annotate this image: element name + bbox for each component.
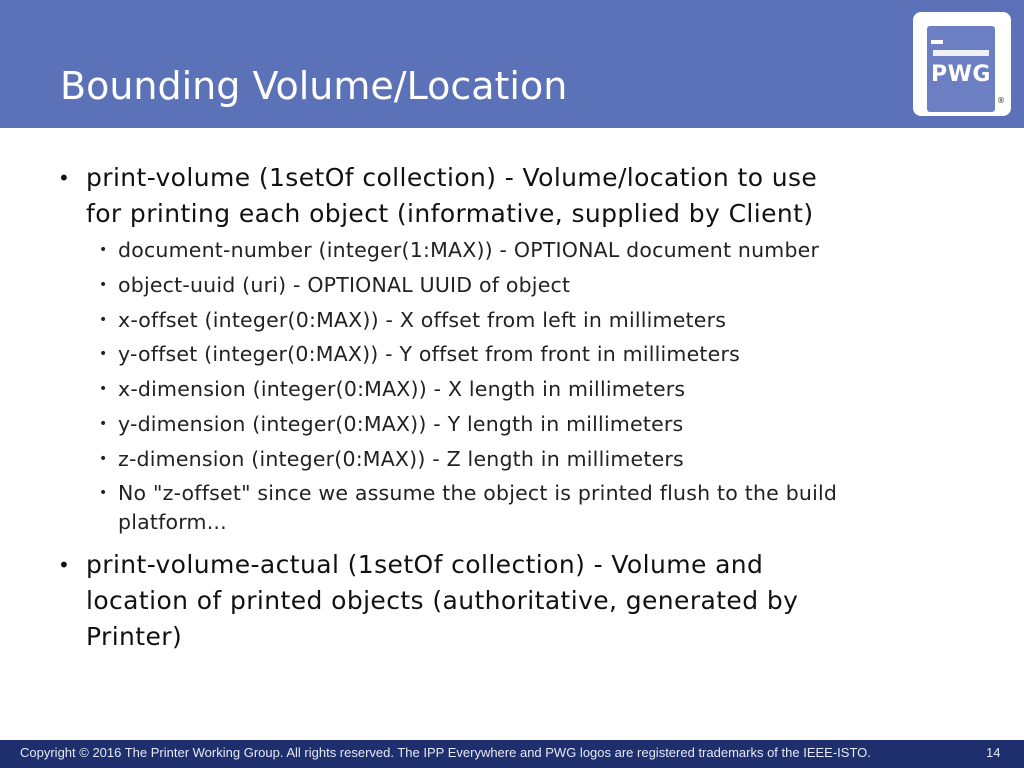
page-number: 14 <box>986 745 1001 760</box>
slide-title: Bounding Volume/Location <box>60 64 568 108</box>
sub-bullet-icon: • <box>99 485 108 501</box>
pwg-logo-slot-icon <box>931 40 943 44</box>
pwg-logo-paper-tray-icon <box>933 50 989 56</box>
sub-bullet-icon: • <box>99 346 108 362</box>
pwg-logo <box>913 12 1011 116</box>
pwg-logo-text: PWG <box>931 62 991 87</box>
registered-mark: ® <box>997 96 1005 105</box>
sub-bullet-no-z-offset: No "z-offset" since we assume the object is printed flush to the build <box>118 481 838 505</box>
sub-bullet-z-dimension: z-dimension (integer(0:MAX)) - Z length in millimeters <box>118 447 684 471</box>
sub-bullet-x-offset: x-offset (integer(0:MAX)) - X offset from left in millimeters <box>118 308 727 332</box>
sub-bullet-icon: • <box>99 242 108 258</box>
bullet-2-line-3: Printer) <box>86 622 183 651</box>
bullet-1-line-1: print-volume (1setOf collection) - Volume/location to use <box>86 163 818 192</box>
sub-bullet-y-dimension: y-dimension (integer(0:MAX)) - Y length in millimeters <box>118 412 684 436</box>
sub-bullet-icon: • <box>99 381 108 397</box>
pwg-logo-printer-icon <box>927 26 995 112</box>
sub-bullet-no-z-offset-cont: platform... <box>118 510 227 534</box>
sub-bullet-document-number: document-number (integer(1:MAX)) - OPTIONAL document number <box>118 238 820 262</box>
sub-bullet-icon: • <box>99 312 108 328</box>
sub-bullet-y-offset: y-offset (integer(0:MAX)) - Y offset from front in millimeters <box>118 342 740 366</box>
sub-bullet-icon: • <box>99 451 108 467</box>
footer-bar <box>0 740 1024 768</box>
sub-bullet-x-dimension: x-dimension (integer(0:MAX)) - X length in millimeters <box>118 377 686 401</box>
copyright-notice: Copyright © 2016 The Printer Working Group. All rights reserved. The IPP Everywhere and PWG logos are registered trademarks of the IEEE-ISTO. <box>20 745 871 760</box>
bullet-2-line-1: print-volume-actual (1setOf collection) - Volume and <box>86 550 764 579</box>
sub-bullet-icon: • <box>99 277 108 293</box>
sub-bullet-object-uuid: object-uuid (uri) - OPTIONAL UUID of object <box>118 273 571 297</box>
bullet-1-line-2: for printing each object (informative, supplied by Client) <box>86 199 814 228</box>
bullet-icon: • <box>58 166 70 190</box>
bullet-2-line-2: location of printed objects (authoritative, generated by <box>86 586 799 615</box>
bullet-icon: • <box>58 553 70 577</box>
sub-bullet-icon: • <box>99 416 108 432</box>
title-bar <box>0 0 1024 128</box>
